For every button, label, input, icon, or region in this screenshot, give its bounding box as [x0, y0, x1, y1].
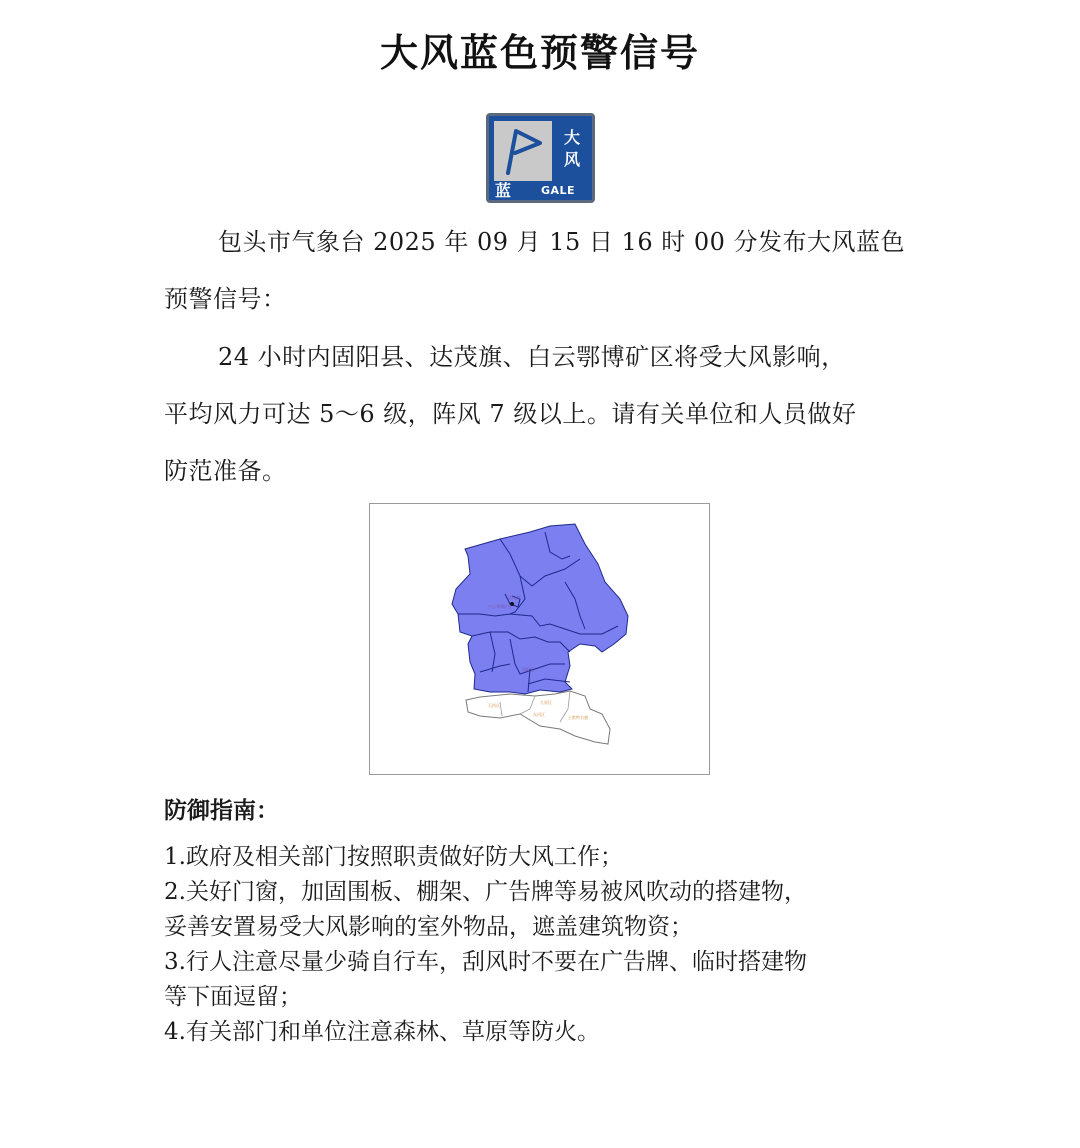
defense-guide-heading: 防御指南：: [164, 798, 279, 824]
guide-item: 4.有关部门和单位注意森林、草原等防火。: [164, 1019, 600, 1045]
guide-item: 等下面逗留；: [164, 984, 302, 1010]
forecast-line-2: 平均风力可达 5～6 级，阵风 7 级以上。请有关单位和人员做好: [164, 400, 857, 428]
svg-text:固阳县: 固阳县: [522, 667, 534, 672]
gale-blue-warning-icon: [486, 113, 595, 203]
issue-line-1: 包头市气象台 2025 年 09 月 15 日 16 时 00 分发布大风蓝色: [218, 228, 906, 256]
warning-area-map: [369, 503, 710, 775]
svg-text:白云鄂博矿区: 白云鄂博矿区: [488, 604, 512, 609]
issue-paragraph: [164, 214, 924, 328]
svg-text:东河区: 东河区: [533, 712, 545, 717]
signal-english-label: GALE: [541, 184, 576, 197]
forecast-line-1: 24 小时内固阳县、达茂旗、白云鄂博矿区将受大风影响，: [218, 343, 846, 371]
svg-text:九原区: 九原区: [540, 700, 552, 705]
defense-guide-list: [164, 840, 944, 1050]
issue-line-2: 预警信号：: [164, 285, 287, 313]
svg-text:达茂旗: 达茂旗: [508, 595, 520, 600]
unaffected-area: [466, 691, 610, 744]
baotou-region-map: [370, 504, 711, 776]
signal-char-bottom: 风: [563, 150, 580, 169]
affected-area: [452, 524, 628, 694]
signal-char-top: 大: [563, 128, 580, 147]
forecast-line-3: 防范准备。: [164, 457, 287, 485]
signal-level-char: 蓝: [495, 181, 512, 200]
page-title: 大风蓝色预警信号: [379, 31, 700, 75]
svg-text:土默特右旗: 土默特右旗: [568, 715, 588, 720]
guide-item: 1.政府及相关部门按照职责做好防大风工作；: [164, 844, 623, 870]
forecast-paragraph: [164, 329, 924, 500]
guide-item: 妥善安置易受大风影响的室外物品，遮盖建筑物资；: [164, 914, 693, 940]
flag-icon: [494, 121, 552, 181]
signal-type-text: [555, 121, 589, 181]
guide-item: 3.行人注意尽量少骑自行车，刮风时不要在广告牌、临时搭建物: [164, 949, 807, 975]
flag-panel: [494, 121, 552, 181]
svg-text:石拐区: 石拐区: [488, 703, 500, 708]
guide-item: 2.关好门窗，加固围板、棚架、广告牌等易被风吹动的搭建物，: [164, 879, 807, 905]
